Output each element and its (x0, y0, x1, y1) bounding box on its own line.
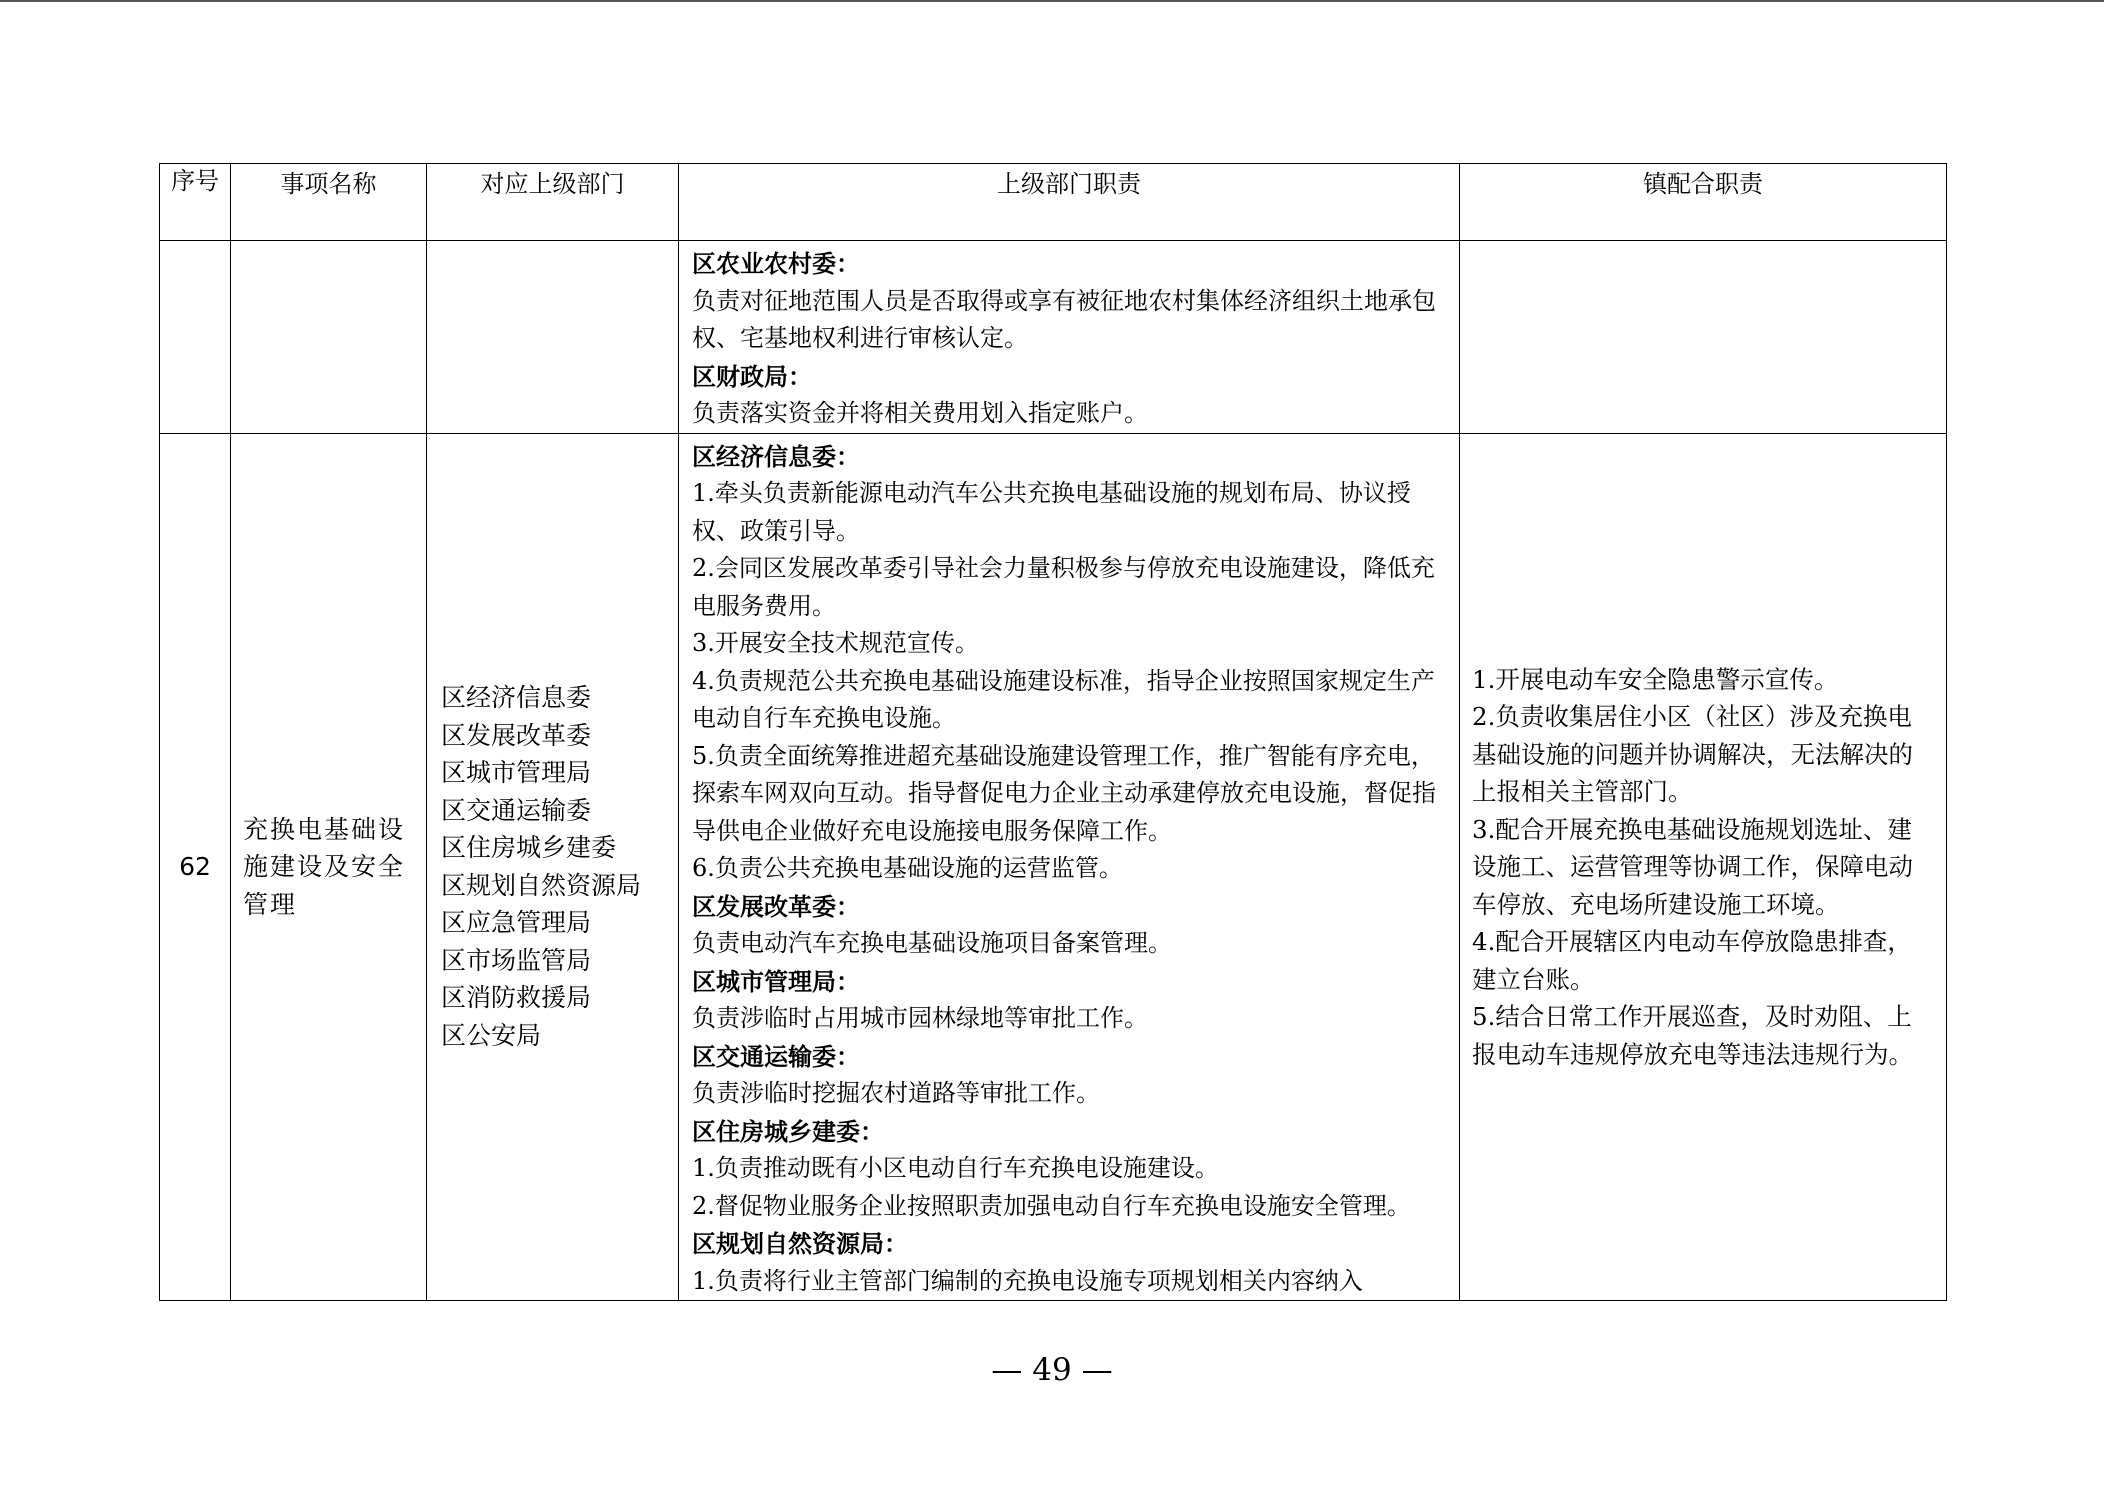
duty-item: 1.负责推动既有小区电动自行车充换电设施建设。 (692, 1154, 1219, 1182)
dept-duty-title: 区财政局： (692, 361, 812, 391)
dept-duty-title: 区经济信息委： (692, 441, 860, 471)
dept-duty-title: 区农业农村委： (692, 249, 860, 278)
dept-item: 区公安局 (441, 1020, 542, 1050)
row-seq-number: 62 (160, 433, 231, 1301)
dept-duty-title: 区发展改革委： (692, 891, 860, 921)
coop-item: 2.负责收集居住小区（社区）涉及充换电基础设施的问题并协调解决，无法解决的上报相关主管部门。 (1472, 702, 1913, 806)
duty-item: 负责电动汽车充换电基础设施项目备案管理。 (692, 929, 1172, 957)
item-name: 充换电基础设施建设及安全管理 (243, 814, 406, 919)
table-row-continued (160, 241, 1947, 434)
duty-item: 负责落实资金并将相关费用划入指定账户。 (692, 399, 1148, 427)
header-seq: 序号 (160, 164, 231, 241)
dept-item: 区交通运输委 (441, 795, 592, 825)
dept-cell (427, 433, 679, 1301)
coop-list (1460, 661, 1946, 1074)
header-name: 事项名称 (231, 164, 427, 241)
dept-item: 区城市管理局 (441, 758, 592, 788)
top-border-line (0, 0, 2104, 2)
coop-item: 5.结合日常工作开展巡查，及时劝阻、上报电动车违规停放充电等违法违规行为。 (1472, 1002, 1913, 1069)
duty-item: 4.负责规范公共充换电基础设施建设标准，指导企业按照国家规定生产电动自行车充换电设施。 (692, 666, 1435, 732)
dept-duty-title: 区交通运输委： (692, 1041, 860, 1071)
dept-duty-title: 区规划自然资源局： (692, 1229, 908, 1258)
cont-seq-cell (160, 241, 231, 434)
duty-text (679, 434, 1459, 1301)
cont-coop-cell (1460, 241, 1947, 434)
table-header-row (160, 164, 1947, 241)
duty-cell (679, 433, 1460, 1301)
duty-item: 3.开展安全技术规范宣传。 (692, 629, 979, 657)
dept-item: 区发展改革委 (441, 720, 592, 750)
dept-list (427, 679, 678, 1054)
duty-item: 负责对征地范围人员是否取得或享有被征地农村集体经济组织土地承包权、宅基地权利进行审核认定。 (692, 286, 1436, 352)
duty-table (159, 163, 1947, 1301)
dept-duty-title: 区城市管理局： (692, 966, 860, 996)
duty-item: 负责涉临时占用城市园林绿地等审批工作。 (692, 1004, 1148, 1032)
duty-item: 6.负责公共充换电基础设施的运营监管。 (692, 854, 1123, 882)
dept-item: 区应急管理局 (441, 908, 592, 938)
item-name-cell (231, 433, 427, 1301)
dept-duty-title: 区住房城乡建委： (692, 1116, 884, 1146)
dept-item: 区市场监管局 (441, 945, 592, 975)
dept-item: 区经济信息委 (441, 683, 592, 713)
duty-item: 负责涉临时挖掘农村道路等审批工作。 (692, 1079, 1100, 1107)
coop-item: 1.开展电动车安全隐患警示宣传。 (1472, 664, 1839, 694)
coop-cell (1460, 433, 1947, 1301)
coop-item: 3.配合开展充换电基础设施规划选址、建设施工、运营管理等协调工作，保障电动车停放、充电场所建设施工环境。 (1472, 814, 1913, 919)
header-duty: 上级部门职责 (679, 164, 1460, 241)
page-number: — 49 — (991, 1352, 1113, 1388)
dept-item: 区消防救援局 (441, 983, 592, 1013)
dept-item: 区规划自然资源局 (441, 870, 642, 900)
header-dept: 对应上级部门 (427, 164, 679, 241)
cont-dept-cell (427, 241, 679, 434)
duty-item: 2.会同区发展改革委引导社会力量积极参与停放充电设施建设，降低充电服务费用。 (692, 554, 1435, 620)
duty-item: 1.负责将行业主管部门编制的充换电设施专项规划相关内容纳入 (692, 1266, 1363, 1295)
table-row-62 (160, 433, 1947, 1301)
dept-item: 区住房城乡建委 (441, 833, 617, 863)
duty-item: 2.督促物业服务企业按照职责加强电动自行车充换电设施安全管理。 (692, 1191, 1411, 1220)
cont-duty-cell (679, 241, 1460, 434)
cont-duty-text (679, 241, 1459, 433)
duty-item: 1.牵头负责新能源电动汽车公共充换电基础设施的规划布局、协议授权、政策引导。 (692, 479, 1411, 545)
cont-name-cell (231, 241, 427, 434)
coop-item: 4.配合开展辖区内电动车停放隐患排查，建立台账。 (1472, 927, 1912, 994)
duty-item: 5.负责全面统筹推进超充基础设施建设管理工作，推广智能有序充电，探索车网双向互动。指导督促电力企业主动承建停放充电设施，督促指导供电企业做好充电设施接电服务保障工作。 (692, 741, 1436, 845)
header-coop: 镇配合职责 (1460, 164, 1947, 241)
